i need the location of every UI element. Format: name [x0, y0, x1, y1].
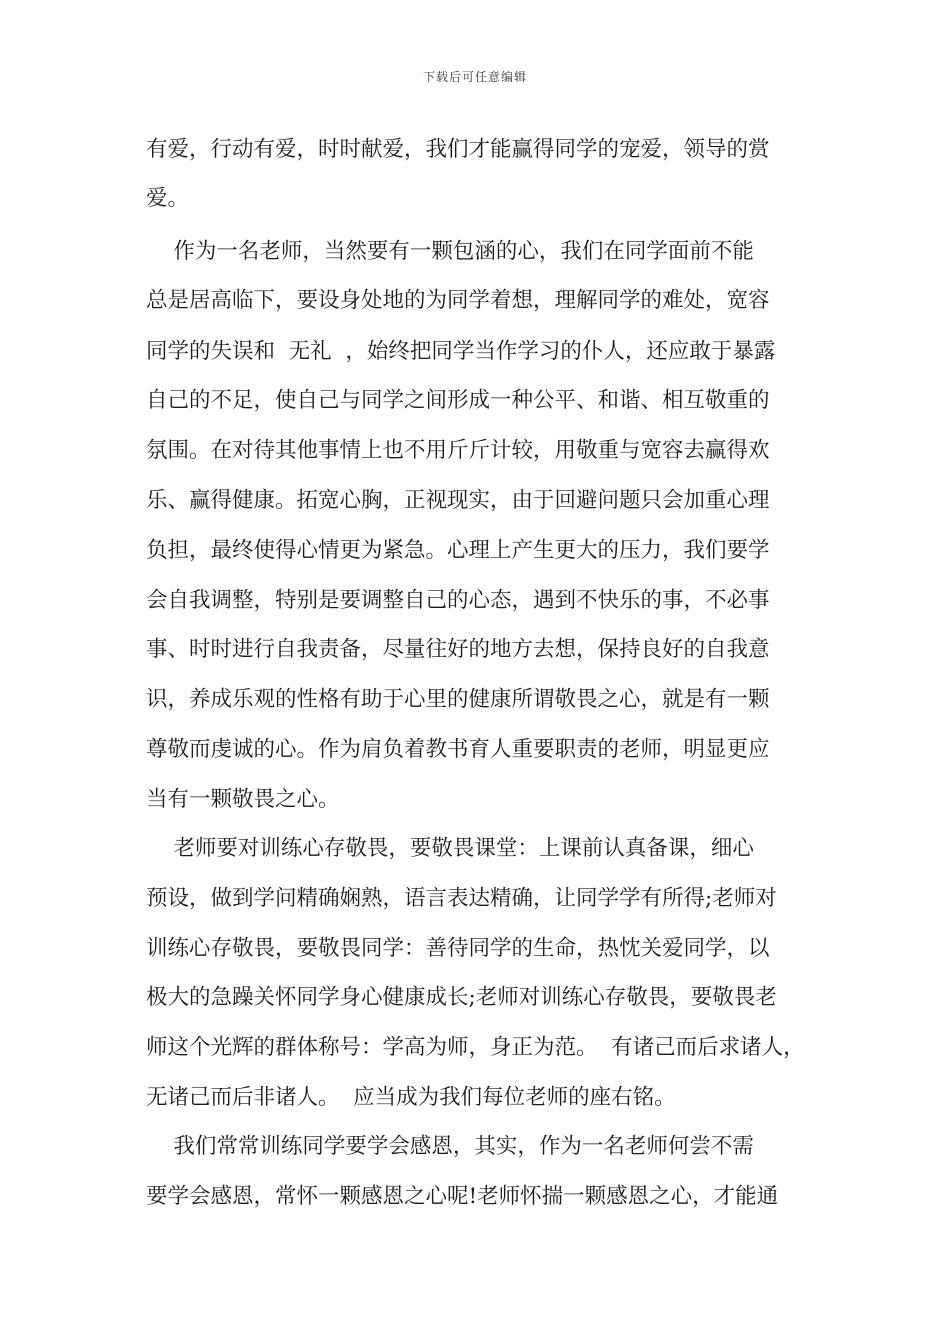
text-line: 当有一颗敬畏之心。 — [146, 787, 340, 812]
page-header: 下载后可任意编辑 — [422, 70, 527, 84]
text-line: 作为一名老师，当然要有一颗包涵的心，我们在同学面前不能 — [146, 239, 754, 264]
text-line: 负担，最终使得心情更为紧急。心理上产生更大的压力，我们要学 — [146, 538, 770, 563]
text-line: 尊敬而虔诚的心。作为肩负着教书育人重要职责的老师，明显更应 — [146, 737, 770, 762]
text-line: 总是居高临下，要设身处地的为同学着想，理解同学的难处，宽容 — [146, 288, 770, 313]
text-line: 会自我调整，特别是要调整自己的心态，遇到不快乐的事，不必事 — [146, 588, 770, 613]
text-line: 要学会感恩，常怀一颗感恩之心呢!老师怀揣一颗感恩之心，才能通 — [146, 1184, 779, 1209]
text-line: 有爱，行动有爱，时时献爱，我们才能赢得同学的宠爱，领导的赏 — [146, 137, 770, 162]
text-line: 极大的急躁关怀同学身心健康成长;老师对训练心存敬畏，要敬畏老 — [146, 985, 777, 1010]
text-line: 事、时时进行自我责备，尽量往好的地方去想，保持良好的自我意 — [146, 637, 770, 662]
text-line: 爱。 — [146, 186, 190, 211]
text-line: 预设，做到学问精确娴熟，语言表达精确，让同学学有所得;老师对 — [146, 886, 777, 911]
text-line: 乐、赢得健康。拓宽心胸，正视现实，由于回避问题只会加重心理 — [146, 488, 770, 513]
text-line: 自己的不足，使自己与同学之间形成一种公平、和谐、相互敬重的 — [146, 388, 770, 413]
text-line: 老师要对训练心存敬畏，要敬畏课堂：上课前认真备课，细心 — [146, 836, 754, 861]
text-line: 训练心存敬畏，要敬畏同学：善待同学的生命，热忱关爱同学，以 — [146, 936, 770, 961]
text-line: 识，养成乐观的性格有助于心里的健康所谓敬畏之心，就是有一颗 — [146, 687, 770, 712]
text-line: 氛围。在对待其他事情上也不用斤斤计较，用敬重与宽容去赢得欢 — [146, 438, 770, 463]
text-line: 同学的失误和 无礼 ，始终把同学当作学习的仆人，还应敢于暴露 — [146, 339, 776, 364]
text-line: 师这个光辉的群体称号：学高为师，身正为范。 有诸己而后求诸人， — [146, 1035, 805, 1060]
text-line: 无诸己而后非诸人。 应当成为我们每位老师的座右铭。 — [146, 1085, 676, 1110]
text-line: 我们常常训练同学要学会感恩，其实，作为一名老师何尝不需 — [146, 1134, 754, 1159]
